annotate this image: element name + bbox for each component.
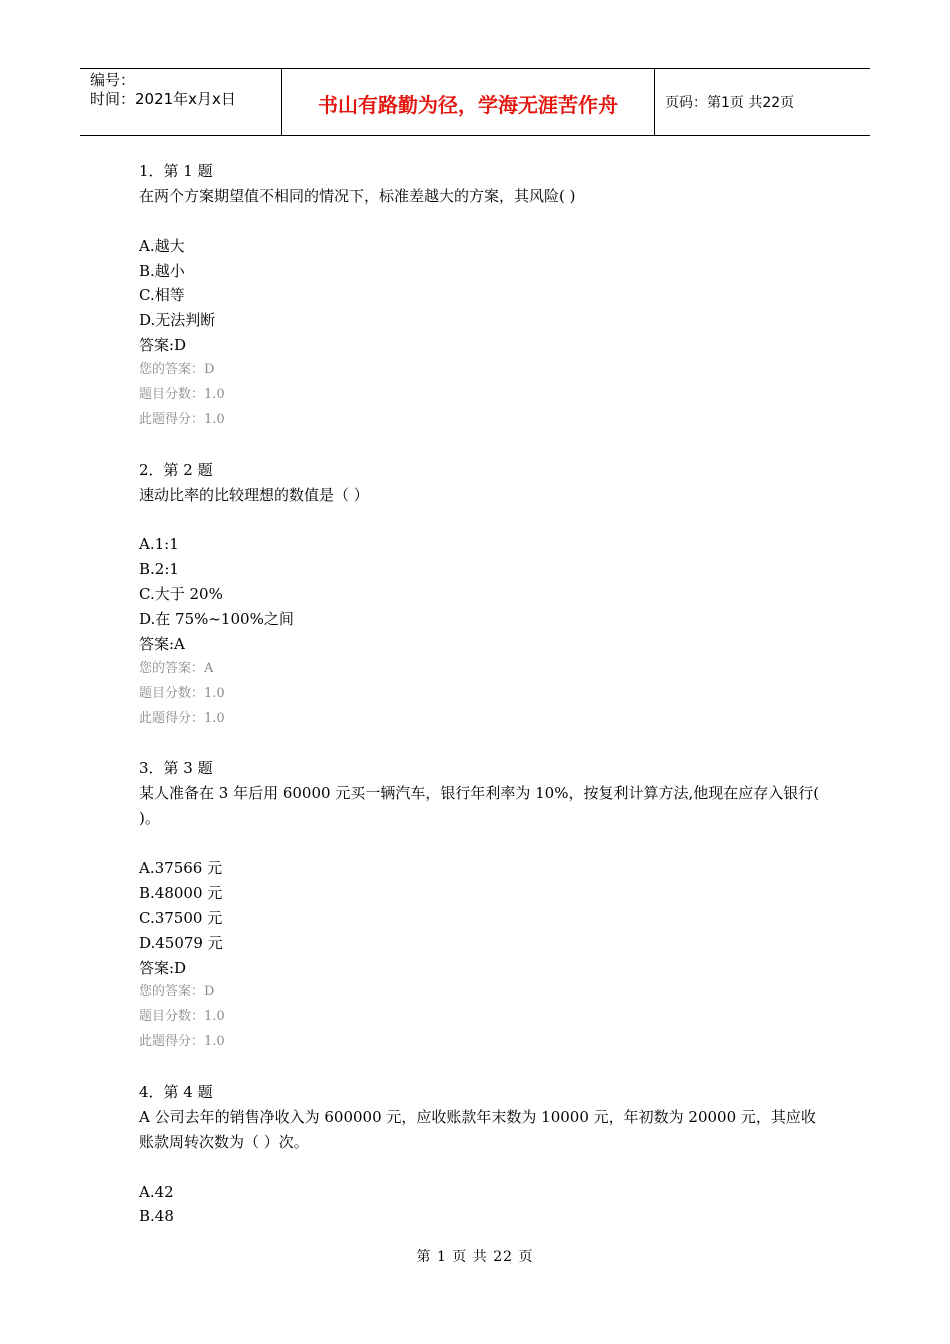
question-stem: 某人准备在 3 年后用 60000 元买一辆汽车，银行年利率为 10%，按复利计算方法,他现在应存入银行( )。 <box>139 784 820 828</box>
question-earned: 此题得分：1.0 <box>139 710 225 726</box>
question-score: 题目分数：1.0 <box>139 685 225 701</box>
header-motto: 书山有路勤为径，学海无涯苦作舟 <box>282 69 655 135</box>
header-meta <box>80 69 282 135</box>
question-answer: 答案:D <box>139 336 187 355</box>
question-earned: 此题得分：1.0 <box>139 1034 225 1050</box>
your-answer: 您的答案：D <box>139 984 215 1000</box>
your-answer: 您的答案：A <box>139 660 214 676</box>
question-option: C.大于 20% <box>139 585 223 604</box>
question-block <box>139 756 829 1080</box>
question-title: 3．第 3 题 <box>139 759 213 778</box>
page-footer: 第 1 页 共 22 页 <box>416 1249 534 1265</box>
question-score: 题目分数：1.0 <box>139 1009 225 1025</box>
question-score: 题目分数：1.0 <box>139 387 225 403</box>
question-stem: A 公司去年的销售净收入为 600000 元，应收账款年末数为 10000 元，年初数为 20000 元，其应收账款周转次数为（ ）次。 <box>139 1107 816 1151</box>
question-stem: 速动比率的比较理想的数值是（ ） <box>139 485 369 504</box>
question-option: C.37500 元 <box>139 908 223 927</box>
question-option: A.1:1 <box>139 535 179 554</box>
question-block <box>139 159 829 458</box>
question-option: A.37566 元 <box>139 858 223 877</box>
question-option: B.越小 <box>139 261 185 280</box>
question-answer: 答案:D <box>139 958 187 977</box>
question-title: 1．第 1 题 <box>139 162 213 180</box>
question-list <box>139 159 829 1229</box>
question-option: A.42 <box>139 1182 174 1201</box>
question-option: B.48000 元 <box>139 883 223 902</box>
question-stem: 在两个方案期望值不相同的情况下，标准差越大的方案，其风险( ) <box>139 186 576 205</box>
question-block <box>139 458 829 757</box>
header-time-label: 时间：2021年x月x日 <box>90 90 236 108</box>
question-title: 4．第 4 题 <box>139 1082 213 1101</box>
question-option: C.相等 <box>139 286 185 305</box>
question-option: B.48 <box>139 1207 174 1226</box>
question-option: B.2:1 <box>139 560 179 579</box>
header-number-label: 编号： <box>90 71 136 89</box>
question-title: 2．第 2 题 <box>139 460 213 479</box>
header-page-info: 页码：第1页 共22页 <box>665 95 795 111</box>
your-answer: 您的答案：D <box>139 362 215 378</box>
question-block <box>139 1080 829 1229</box>
question-option: D.在 75%~100%之间 <box>139 610 294 629</box>
question-option: D.无法判断 <box>139 311 216 330</box>
page-header <box>80 68 870 136</box>
question-option: D.45079 元 <box>139 933 223 952</box>
question-answer: 答案:A <box>139 634 185 653</box>
question-option: A.越大 <box>139 236 185 255</box>
question-earned: 此题得分：1.0 <box>139 411 225 427</box>
